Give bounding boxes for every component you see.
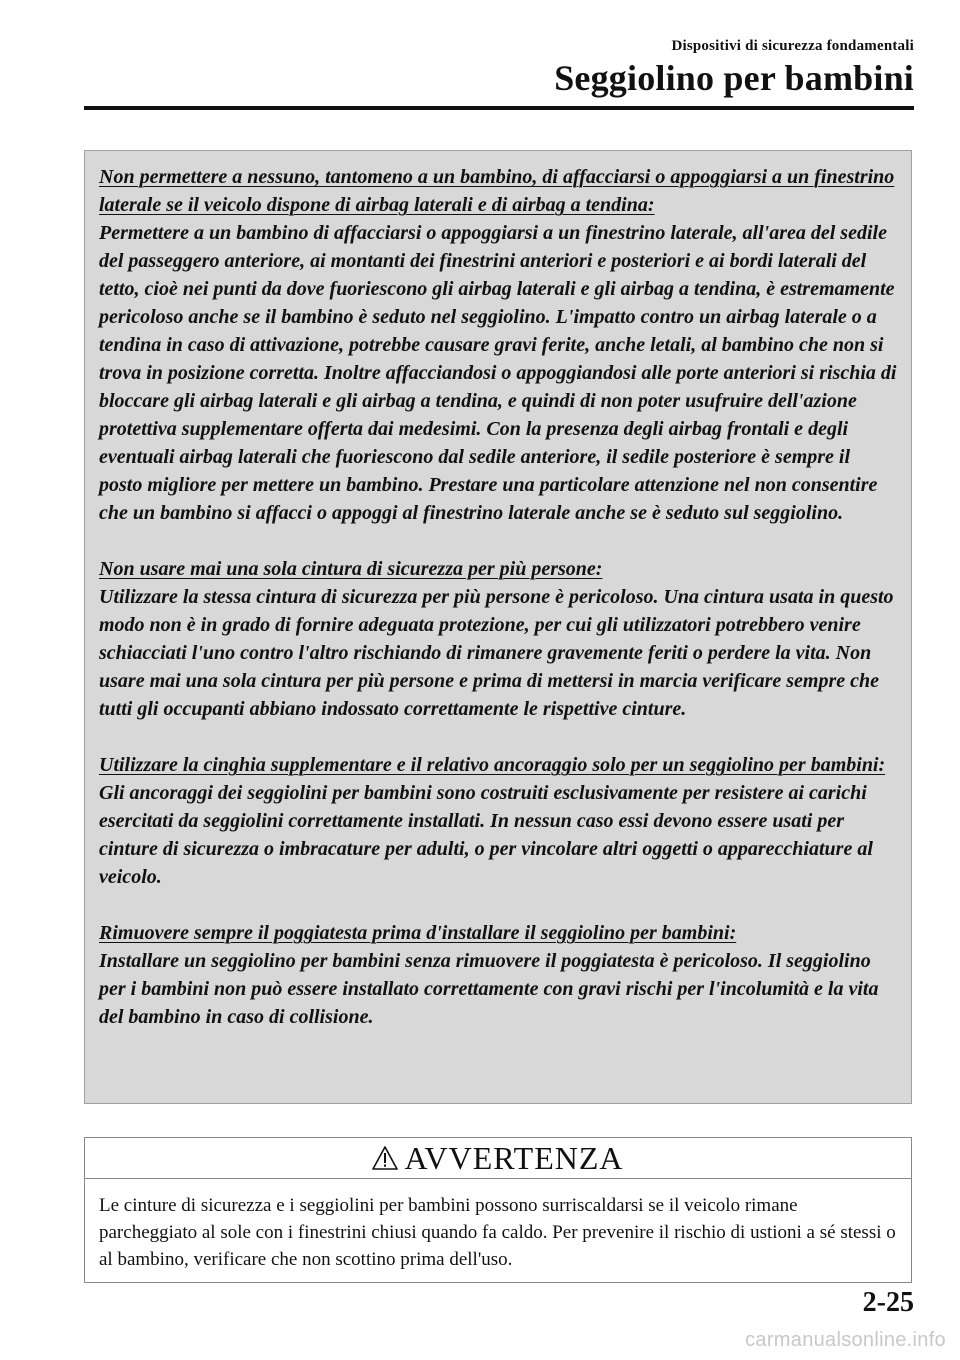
section-label: Dispositivi di sicurezza fondamentali: [671, 38, 914, 54]
page-title: Seggiolino per bambini: [554, 58, 914, 98]
warning-body: Utilizzare la stessa cintura di sicurezza per più persone è pericoloso. Una cintura usata in questo modo non è in grado di fornire adeguata protezione, per cui gli utilizzatori potrebbero venire schiacciati l'uno contro l'altro rischiando di rimanere gravemente feriti o perdere la vita. Non usare mai una sola cintura per più persone e prima di mettersi in marcia verificare sempre che tutti gli occupanti abbiano indossato correttamente le rispettive cinture.: [99, 586, 894, 720]
warning-item-tether-anchor: [99, 751, 897, 891]
warning-heading: Non usare mai una sola cintura di sicurezza per più persone:: [99, 558, 603, 580]
page-header: [0, 0, 960, 110]
warning-panel: [84, 150, 912, 1104]
caution-box: [84, 1137, 912, 1283]
warning-body: Permettere a un bambino di affacciarsi o appoggiarsi a un finestrino laterale, all'area del sedile del passeggero anteriore, ai montanti dei finestrini anteriori e posteriori e ai bordi laterali del tetto, cioè nei punti da dove fuoriescono gli airbag laterali e gli airbag a tendina, è estremamente pericoloso anche se il bambino è seduto nel seggiolino. L'impatto contro un airbag laterale o a tendina in caso di attivazione, potrebbe causare gravi ferite, anche letali, al bambino che non si trova in posizione corretta. Inoltre affacciandosi o appoggiandosi alle porte anteriori si rischia di bloccare gli airbag laterali e gli airbag a tendina, e quindi di non poter usufruire dell'azione protettiva supplementare offerta dai medesimi. Con la presenza degli airbag frontali e degli eventuali airbag laterali che fuoriescono dal sedile anteriore, il sedile posteriore è sempre il posto migliore per mettere un bambino. Prestare una particolare attenzione nel non consentire che un bambino si affacci o appoggi al finestrino laterale anche se è seduto sul seggiolino.: [99, 222, 897, 524]
caution-header: [85, 1138, 911, 1179]
watermark: carmanualsonline.info: [745, 1329, 946, 1351]
alert-triangle-icon: [372, 1146, 398, 1170]
caution-text: Le cinture di sicurezza e i seggiolini per bambini possono surriscaldarsi se il veicolo rimane parcheggiato al sole con i finestrini chiusi quando fa caldo. Per prevenire il rischio di ustioni a sé stessi o al bambino, verificare che non scottino prima dell'uso.: [99, 1195, 896, 1270]
warning-heading: Non permettere a nessuno, tantomeno a un bambino, di affacciarsi o appoggiarsi a un finestrino laterale se il veicolo dispone di airbag laterali e di airbag a tendina:: [99, 166, 895, 216]
warning-item-headrest: [99, 919, 897, 1031]
warning-body: Gli ancoraggi dei seggiolini per bambini sono costruiti esclusivamente per resistere ai carichi esercitati da seggiolini correttamente installati. In nessun caso essi devono essere usati per cinture di sicurezza o imbracature per adulti, o per vincolare altri oggetti o apparecchiature al veicolo.: [99, 782, 873, 888]
header-divider: [84, 106, 914, 110]
warning-heading: Rimuovere sempre il poggiatesta prima d'installare il seggiolino per bambini:: [99, 922, 737, 944]
warning-item-shared-belt: [99, 555, 897, 723]
warning-heading: Utilizzare la cinghia supplementare e il relativo ancoraggio solo per un seggiolino per bambini:: [99, 754, 886, 776]
warning-body: Installare un seggiolino per bambini senza rimuovere il poggiatesta è pericoloso. Il seggiolino per i bambini non può essere installato correttamente con gravi rischi per l'incolumità e la vita del bambino in caso di collisione.: [99, 950, 879, 1028]
page-number: 2-25: [862, 1287, 914, 1318]
warning-item-side-airbags: [99, 163, 897, 527]
caution-title: AVVERTENZA: [404, 1140, 624, 1176]
